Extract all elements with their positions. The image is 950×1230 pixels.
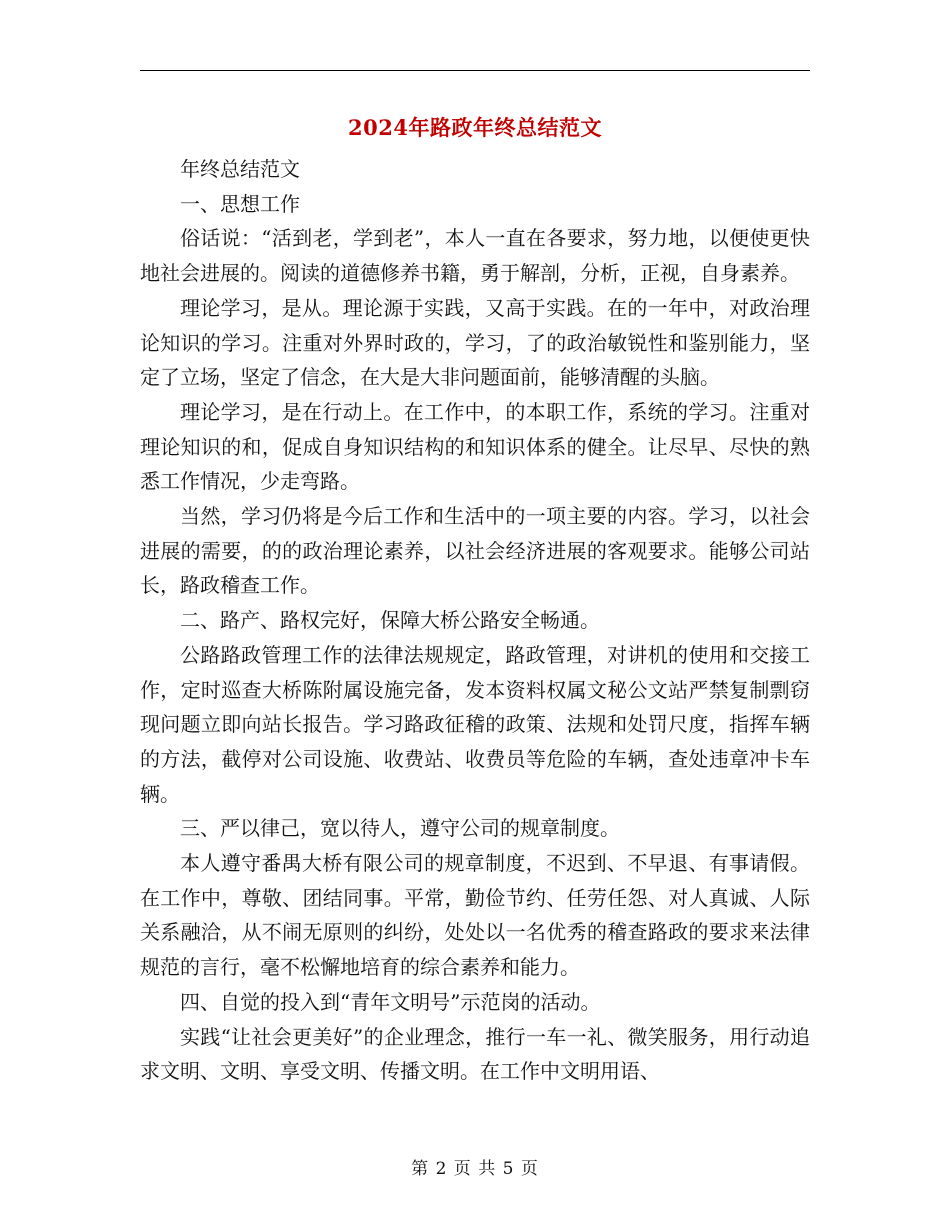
page-number: 第 2 页 共 5 页 — [411, 1159, 539, 1179]
paragraph: 理论学习，是从。理论源于实践，又高于实践。在的一年中，对政治理论知识的学习。注重对外界时政的，学习，了的政治敏锐性和鉴别能力，坚定了立场，坚定了信念，在大是大非问题面前，能够清醒的头脑。 — [140, 295, 810, 390]
paragraph: 公路路政管理工作的法律法规规定，路政管理，对讲机的使用和交接工作，定时巡查大桥陈附属设施完备，发本资料权属文秘公文站严禁复制剽窃现问题立即向站长报告。学习路政征稽的政策、法规和处罚尺度，指挥车辆的方法，截停对公司设施、收费站、收费员等危险的车辆，查处违章冲卡车辆。 — [140, 642, 810, 806]
paragraph: 当然，学习仍将是今后工作和生活中的一项主要的内容。学习，以社会进展的需要，的的政治理论素养，以社会经济进展的客观要求。能够公司站长，路政稽查工作。 — [140, 504, 810, 598]
document-title: 2024年路政年终总结范文 — [348, 115, 602, 140]
paragraph: 俗话说：“活到老，学到老”，本人一直在各要求，努力地，以便使更快地社会进展的。阅读的道德修养书籍，勇于解剖，分析，正视，自身素养。 — [140, 226, 810, 286]
section-heading: 二、路产、路权完好，保障大桥公路安全畅通。 — [180, 608, 600, 633]
document-body — [140, 152, 810, 1089]
paragraph: 实践“让社会更美好”的企业理念，推行一车一礼、微笑服务，用行动追求文明、文明、享受文明、传播文明。在工作中文明用语、 — [140, 1024, 810, 1084]
section-heading: 四、自觉的投入到“青年文明号”示范岗的活动。 — [180, 989, 601, 1014]
paragraph: 年终总结范文 — [180, 157, 300, 181]
paragraph: 理论学习，是在行动上。在工作中，的本职工作，系统的学习。注重对理论知识的和，促成自身知识结构的和知识体系的健全。让尽早、尽快的熟悉工作情况，少走弯路。 — [140, 399, 810, 494]
header-rule — [140, 70, 810, 71]
paragraph: 本人遵守番禺大桥有限公司的规章制度，不迟到、不早退、有事请假。在工作中，尊敬、团结同事。平常，勤俭节约、任劳任怨、对人真诚、人际关系融洽，从不闹无原则的纠纷，处处以一名优秀的稽查路政的要求来法律规范的言行，毫不松懈地培育的综合素养和能力。 — [140, 851, 810, 980]
section-heading: 三、严以律己，宽以待人，遵守公司的规章制度。 — [180, 816, 620, 841]
section-heading: 一、思想工作 — [180, 191, 300, 216]
